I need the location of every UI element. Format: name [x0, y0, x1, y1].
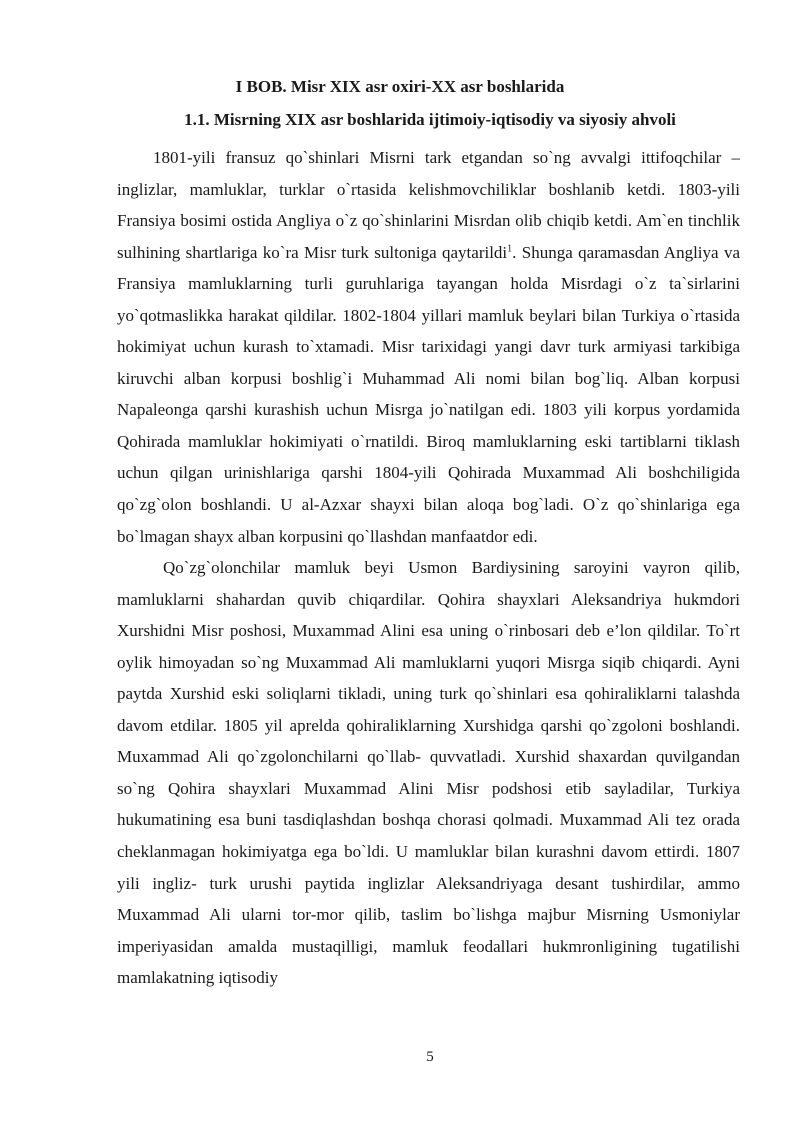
section-title: 1.1. Misrning XIX asr boshlarida ijtimoiy-iqtisodiy va siyosiy ahvoli — [184, 110, 676, 129]
chapter-title: I BOB. Misr XIX asr oxiri-XX asr boshlarida — [235, 77, 565, 96]
body-text — [117, 142, 740, 994]
paragraph-1-text-start: 1801-yili fransuz qo`shinlari Misrni tark etgandan so`ng avvalgi ittifoqchilar – inglizlar, mamluklar, turklar o`rtasida kelishmovchiliklar boshlanib ketdi. 1803-yili Fransiya bosimi ostida Angliya o`z qo`shinlarini Misrdan olib chiqib ketdi. Am`en tinchlik sulhining shartlariga ko`ra Misr turk sultoniga qaytarildi — [117, 148, 740, 262]
footnote-reference[interactable]: 1 — [507, 242, 513, 254]
paragraph-1-text-end: . Shunga qaramasdan Angliya va Fransiya mamluklarning turli guruhlariga tayangan holda Misrdagi o`z ta`sirlarini yo`qotmaslikka harakat qildilar. 1802-1804 yillari mamluk beylari bilan Turkiya o`rtasida hokimiyat uchun kurash to`xtamadi. Misr tarixidagi yangi davr turk armiyasi tarkibiga kiruvchi alban korpusi boshlig`i Muhammad Ali nomi bilan bog`liq. Alban korpusi Napaleonga qarshi kurashish uchun Misrga jo`natilgan edi. 1803 yili korpus yordamida Qohirada mamluklar hokimiyati o`rnatildi. Biroq mamluklarning eski tartiblarni tiklash uchun qilgan urinishlariga qarshi 1804-yili Qohirada Muxammad Ali boshchiligida qo`zg`olon boshlandi. U al-Azxar shayxi bilan aloqa bog`ladi. O`z qo`shinlariga ega bo`lmagan shayx alban korpusini qo`llashdan manfaatdor edi. — [117, 242, 741, 546]
paragraph-1 — [117, 142, 740, 552]
paragraph-2: Qo`zg`olonchilar mamluk beyi Usmon Bardiysining saroyini vayron qilib, mamluklarni shahardan quvib chiqardilar. Qohira shayxlari Aleksandriya hukmdori Xurshidni Misr poshosi, Muxammad Alini esa uning o`rinbosari deb e’lon qildilar. To`rt oylik himoyadan so`ng Muxammad Ali mamluklarni yuqori Misrga siqib chiqardi. Ayni paytda Xurshid eski soliqlarni tikladi, uning turk qo`shinlari esa qohiraliklarni talashda davom etdilar. 1805 yil aprelda qohiraliklarning Xurshidga qarshi qo`zgoloni boshlandi. Muxammad Ali qo`zgolonchilarni qo`llab- quvvatladi. Xurshid shaxardan quvilgandan so`ng Qohira shayxlari Muxammad Alini Misr podshosi etib sayladilar, Turkiya hukumatining esa buni tasdiqlashdan boshqa chorasi qolmadi. Muxammad Ali tez orada cheklanmagan hokimiyatga ega bo`ldi. U mamluklar bilan kurashni davom ettirdi. 1807 yili ingliz- turk urushi paytida inglizlar Aleksandriyaga desant tushirdilar, ammo Muxammad Ali ularni tor-mor qilib, taslim bo`lishga majbur Misrning Usmoniylar imperiyasidan amalda mustaqilligi, mamluk feodallari hukmronligining tugatilishi mamlakatning iqtisodiy — [117, 558, 740, 988]
page-number: 5 — [426, 1049, 434, 1065]
